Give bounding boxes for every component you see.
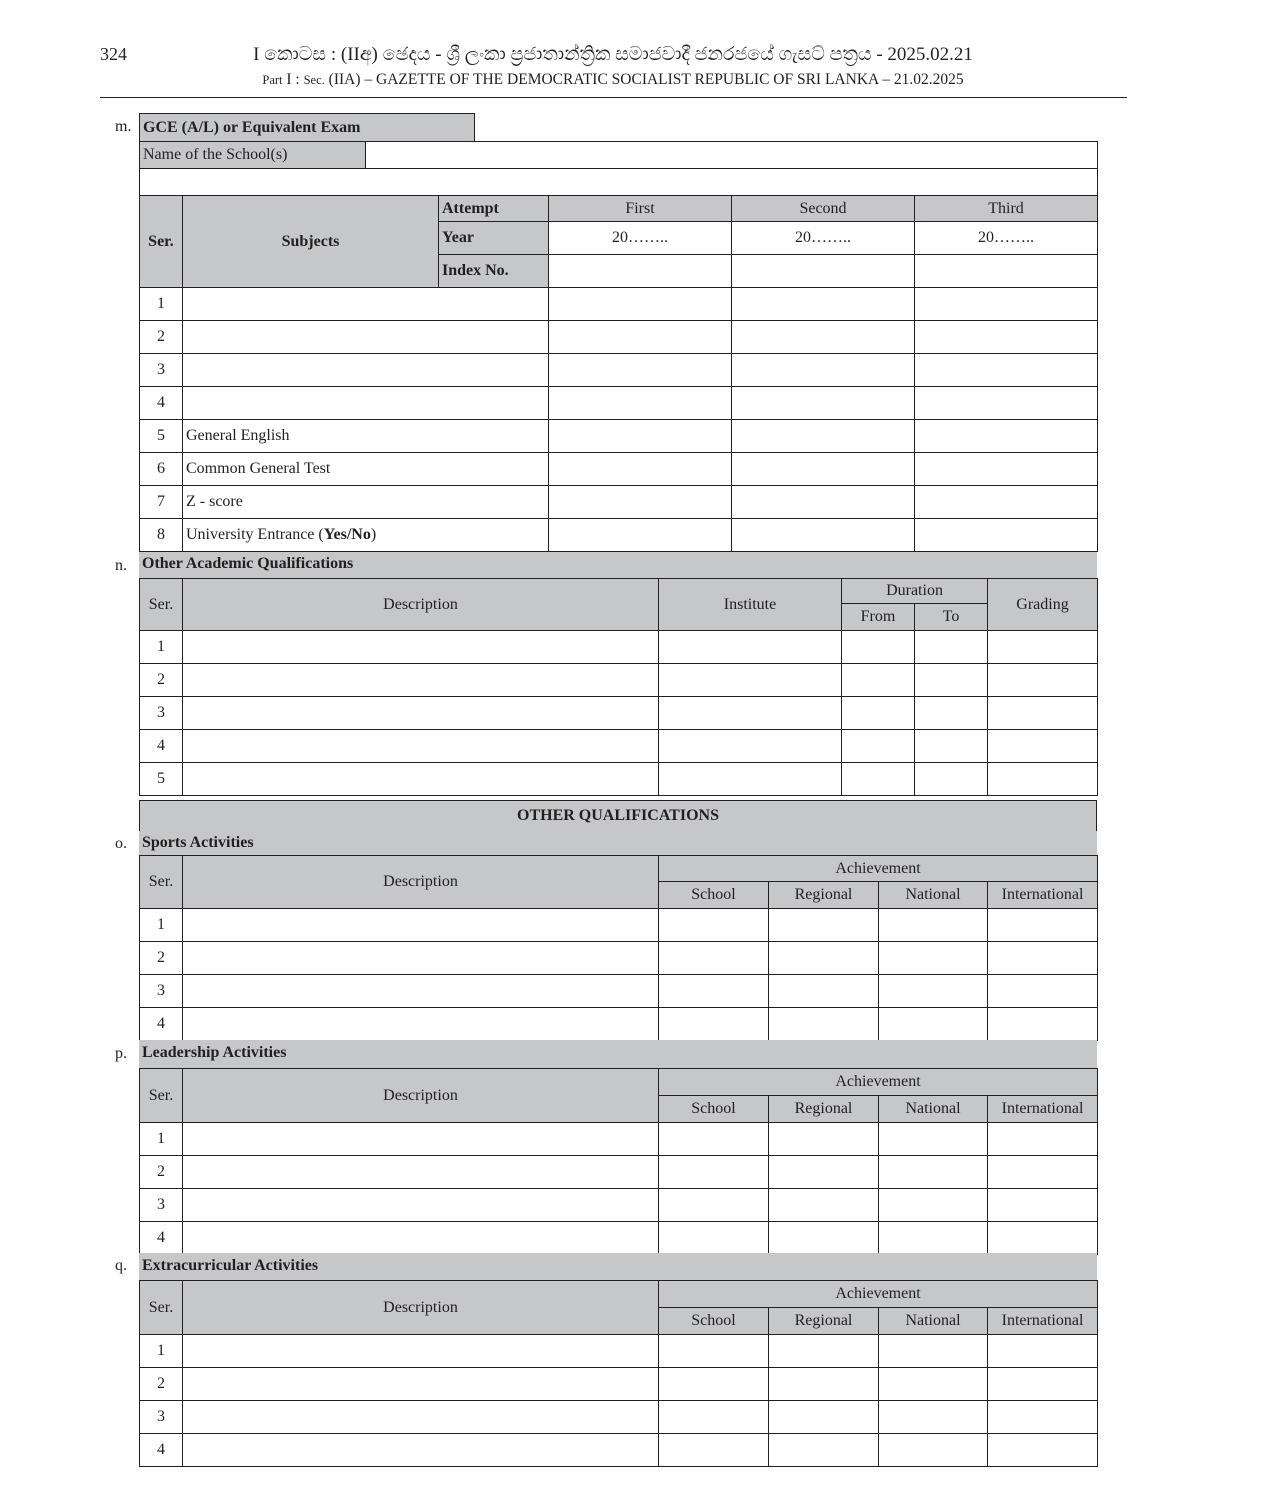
description-cell[interactable]: [183, 664, 659, 697]
international-cell[interactable]: [988, 909, 1098, 942]
from-cell[interactable]: [842, 664, 915, 697]
table-row: [140, 1123, 1098, 1156]
to-cell[interactable]: [915, 763, 988, 796]
col-description-header: Description: [183, 579, 659, 631]
description-cell[interactable]: [183, 1434, 659, 1467]
attempt-third: Third: [915, 196, 1098, 222]
table-row: [140, 909, 1098, 942]
national-cell[interactable]: [879, 1401, 988, 1434]
school-name-field[interactable]: [366, 142, 1098, 169]
col-school-header: School: [659, 882, 769, 909]
col-international-header: International: [988, 1096, 1098, 1123]
section-m-letter: m.: [115, 118, 132, 135]
table-row: [140, 354, 1098, 387]
institute-cell[interactable]: [659, 697, 842, 730]
result-cell[interactable]: [549, 486, 732, 519]
year-label: Year: [439, 222, 549, 255]
subject-common-general-test: Common General Test: [183, 453, 549, 486]
col-institute-header: Institute: [659, 579, 842, 631]
international-cell[interactable]: [988, 1156, 1098, 1189]
description-cell[interactable]: [183, 909, 659, 942]
school-cell[interactable]: [659, 1368, 769, 1401]
grading-cell[interactable]: [988, 664, 1098, 697]
international-cell[interactable]: [988, 1008, 1098, 1041]
table-row: [140, 730, 1098, 763]
school-cell[interactable]: [659, 1335, 769, 1368]
school-cell[interactable]: [659, 1008, 769, 1041]
index-no-first[interactable]: [549, 255, 732, 288]
col-duration-header: Duration: [842, 579, 988, 604]
row-ser: 2: [140, 664, 183, 697]
col-from-header: From: [842, 604, 915, 631]
row-ser: 4: [140, 1434, 183, 1467]
col-achievement-header: Achievement: [659, 1281, 1098, 1308]
al-results-table: [139, 195, 1098, 552]
table-row: [140, 763, 1098, 796]
table-row: [140, 1368, 1098, 1401]
row-ser: 3: [140, 697, 183, 730]
row-ser: 2: [140, 942, 183, 975]
result-cell[interactable]: [732, 420, 915, 453]
school-cell[interactable]: [659, 942, 769, 975]
national-cell[interactable]: [879, 942, 988, 975]
international-cell[interactable]: [988, 1335, 1098, 1368]
result-cell[interactable]: [549, 321, 732, 354]
index-no-second[interactable]: [732, 255, 915, 288]
row-ser: 1: [140, 909, 183, 942]
school-cell[interactable]: [659, 1123, 769, 1156]
school-cell[interactable]: [659, 1434, 769, 1467]
national-cell[interactable]: [879, 1368, 988, 1401]
description-cell[interactable]: [183, 942, 659, 975]
table-row: [140, 486, 1098, 519]
row-ser: 3: [140, 354, 183, 387]
row-ser: 1: [140, 1335, 183, 1368]
table-row: [140, 1222, 1098, 1255]
col-ser-header: Ser.: [140, 1069, 183, 1123]
international-cell[interactable]: [988, 1222, 1098, 1255]
grading-cell[interactable]: [988, 763, 1098, 796]
row-ser: 4: [140, 1008, 183, 1041]
result-cell[interactable]: [732, 453, 915, 486]
header-rule: [100, 97, 1127, 98]
national-cell[interactable]: [879, 975, 988, 1008]
regional-cell[interactable]: [769, 1008, 879, 1041]
description-cell[interactable]: [183, 1189, 659, 1222]
table-row: [140, 1189, 1098, 1222]
school-cell[interactable]: [659, 1189, 769, 1222]
result-cell[interactable]: [915, 288, 1098, 321]
result-cell[interactable]: [732, 387, 915, 420]
year-first[interactable]: 20……..: [549, 222, 732, 255]
description-cell[interactable]: [183, 1368, 659, 1401]
description-cell[interactable]: [183, 697, 659, 730]
attempt-first: First: [549, 196, 732, 222]
result-cell[interactable]: [732, 321, 915, 354]
regional-cell[interactable]: [769, 1222, 879, 1255]
description-cell[interactable]: [183, 1008, 659, 1041]
subject-cell[interactable]: [183, 387, 549, 420]
regional-cell[interactable]: [769, 1434, 879, 1467]
section-q-title: Extracurricular Activities: [139, 1253, 1097, 1280]
col-national-header: National: [879, 1096, 988, 1123]
to-cell[interactable]: [915, 697, 988, 730]
col-subjects-header: Subjects: [183, 196, 439, 288]
international-cell[interactable]: [988, 942, 1098, 975]
col-regional-header: Regional: [769, 1308, 879, 1335]
national-cell[interactable]: [879, 1008, 988, 1041]
col-achievement-header: Achievement: [659, 1069, 1098, 1096]
table-row: [140, 1434, 1098, 1467]
subject-cell[interactable]: [183, 354, 549, 387]
school-name-label: Name of the School(s): [140, 142, 366, 169]
col-description-header: Description: [183, 1069, 659, 1123]
school-name-table: [139, 141, 1098, 196]
description-cell[interactable]: [183, 975, 659, 1008]
table-row: [140, 453, 1098, 486]
international-cell[interactable]: [988, 1434, 1098, 1467]
row-ser: 3: [140, 975, 183, 1008]
row-ser: 1: [140, 631, 183, 664]
col-international-header: International: [988, 1308, 1098, 1335]
regional-cell[interactable]: [769, 909, 879, 942]
section-p-title: Leadership Activities: [139, 1040, 1097, 1068]
table-row: [140, 1401, 1098, 1434]
section-n-letter: n.: [115, 557, 127, 574]
table-row: [140, 387, 1098, 420]
table-row: [140, 519, 1098, 552]
col-regional-header: Regional: [769, 1096, 879, 1123]
from-cell[interactable]: [842, 730, 915, 763]
regional-cell[interactable]: [769, 1368, 879, 1401]
national-cell[interactable]: [879, 1123, 988, 1156]
sec-label: Sec.: [303, 73, 325, 87]
row-ser: 7: [140, 486, 183, 519]
sports-activities-table: [139, 855, 1098, 1041]
result-cell[interactable]: [732, 288, 915, 321]
row-ser: 4: [140, 730, 183, 763]
extracurricular-activities-table: [139, 1280, 1098, 1467]
section-q-letter: q.: [115, 1257, 127, 1274]
to-cell[interactable]: [915, 631, 988, 664]
school-cell[interactable]: [659, 1156, 769, 1189]
national-cell[interactable]: [879, 1156, 988, 1189]
gazette-title-sinhala: I කොටස : (IIඅ) ඡෙදය - ශ්‍රී ලංකා ප්‍රජාතාන්ත්‍රික සමාජවාදී ජනරජයේ ගැසට් පත්‍රය - 2025.02.21: [253, 44, 973, 65]
subject-university-entrance: [183, 519, 549, 552]
row-ser: 3: [140, 1401, 183, 1434]
result-cell[interactable]: [549, 420, 732, 453]
col-ser-header: Ser.: [140, 579, 183, 631]
institute-cell[interactable]: [659, 664, 842, 697]
attempt-label: Attempt: [439, 196, 549, 222]
table-row: [140, 975, 1098, 1008]
attempt-second: Second: [732, 196, 915, 222]
institute-cell[interactable]: [659, 730, 842, 763]
year-second[interactable]: 20……..: [732, 222, 915, 255]
result-cell[interactable]: [549, 354, 732, 387]
result-cell[interactable]: [549, 387, 732, 420]
institute-cell[interactable]: [659, 631, 842, 664]
regional-cell[interactable]: [769, 1401, 879, 1434]
description-cell[interactable]: [183, 1335, 659, 1368]
col-ser-header: Ser.: [140, 196, 183, 288]
col-school-header: School: [659, 1096, 769, 1123]
description-cell[interactable]: [183, 1401, 659, 1434]
regional-cell[interactable]: [769, 1189, 879, 1222]
table-row: [140, 664, 1098, 697]
subject-cell[interactable]: [183, 288, 549, 321]
school-cell[interactable]: [659, 909, 769, 942]
national-cell[interactable]: [879, 1222, 988, 1255]
row-ser: 3: [140, 1189, 183, 1222]
col-international-header: International: [988, 882, 1098, 909]
regional-cell[interactable]: [769, 1123, 879, 1156]
regional-cell[interactable]: [769, 1335, 879, 1368]
row-ser: 4: [140, 387, 183, 420]
international-cell[interactable]: [988, 1368, 1098, 1401]
col-national-header: National: [879, 1308, 988, 1335]
international-cell[interactable]: [988, 1123, 1098, 1156]
regional-cell[interactable]: [769, 1156, 879, 1189]
table-row: [140, 420, 1098, 453]
page-number: 324: [100, 44, 127, 64]
regional-cell[interactable]: [769, 975, 879, 1008]
part-roman: I :: [286, 71, 300, 88]
part-label: Part: [262, 73, 283, 87]
result-cell[interactable]: [732, 519, 915, 552]
col-ser-header: Ser.: [140, 856, 183, 909]
grading-cell[interactable]: [988, 631, 1098, 664]
academic-qualifications-table: [139, 578, 1098, 796]
table-row: [140, 631, 1098, 664]
other-qualifications-heading: OTHER QUALIFICATIONS: [139, 800, 1097, 832]
description-cell[interactable]: [183, 730, 659, 763]
col-regional-header: Regional: [769, 882, 879, 909]
leadership-activities-table: [139, 1068, 1098, 1255]
national-cell[interactable]: [879, 1335, 988, 1368]
table-row: [140, 1335, 1098, 1368]
result-cell[interactable]: [915, 519, 1098, 552]
result-cell[interactable]: [549, 453, 732, 486]
result-cell[interactable]: [732, 354, 915, 387]
description-cell[interactable]: [183, 1156, 659, 1189]
school-name-field-2[interactable]: [140, 169, 1098, 196]
table-row: [140, 942, 1098, 975]
to-cell[interactable]: [915, 664, 988, 697]
subject-general-english: General English: [183, 420, 549, 453]
table-row: [140, 1008, 1098, 1041]
table-row: [140, 1156, 1098, 1189]
row-ser: 4: [140, 1222, 183, 1255]
row-ser: 6: [140, 453, 183, 486]
col-description-header: Description: [183, 856, 659, 909]
index-no-third[interactable]: [915, 255, 1098, 288]
result-cell[interactable]: [732, 486, 915, 519]
col-to-header: To: [915, 604, 988, 631]
result-cell[interactable]: [915, 453, 1098, 486]
row-ser: 1: [140, 1123, 183, 1156]
row-ser: 8: [140, 519, 183, 552]
row-ser: 2: [140, 321, 183, 354]
description-cell[interactable]: [183, 1222, 659, 1255]
from-cell[interactable]: [842, 697, 915, 730]
section-o-letter: o.: [115, 835, 127, 852]
col-achievement-header: Achievement: [659, 856, 1098, 882]
col-national-header: National: [879, 882, 988, 909]
col-description-header: Description: [183, 1281, 659, 1335]
university-entrance-label: University Entrance (: [186, 526, 324, 543]
section-n-title: Other Academic Qualifications: [139, 552, 1097, 578]
result-cell[interactable]: [915, 486, 1098, 519]
col-ser-header: Ser.: [140, 1281, 183, 1335]
table-row: [140, 321, 1098, 354]
international-cell[interactable]: [988, 975, 1098, 1008]
section-m-title: GCE (A/L) or Equivalent Exam: [139, 113, 475, 142]
result-cell[interactable]: [915, 321, 1098, 354]
row-ser: 2: [140, 1368, 183, 1401]
national-cell[interactable]: [879, 909, 988, 942]
to-cell[interactable]: [915, 730, 988, 763]
section-p-letter: p.: [115, 1045, 127, 1062]
grading-cell[interactable]: [988, 730, 1098, 763]
regional-cell[interactable]: [769, 942, 879, 975]
institute-cell[interactable]: [659, 763, 842, 796]
row-ser: 1: [140, 288, 183, 321]
result-cell[interactable]: [915, 354, 1098, 387]
gazette-title-rest: (IIA) – GAZETTE OF THE DEMOCRATIC SOCIALIST REPUBLIC OF SRI LANKA – 21.02.2025: [328, 71, 964, 88]
description-cell[interactable]: [183, 631, 659, 664]
table-row: [140, 288, 1098, 321]
description-cell[interactable]: [183, 1123, 659, 1156]
yes-no-label: Yes/No: [323, 526, 371, 543]
row-ser: 5: [140, 420, 183, 453]
col-school-header: School: [659, 1308, 769, 1335]
international-cell[interactable]: [988, 1401, 1098, 1434]
school-cell[interactable]: [659, 1401, 769, 1434]
section-o-title: Sports Activities: [139, 831, 1097, 855]
national-cell[interactable]: [879, 1189, 988, 1222]
row-ser: 5: [140, 763, 183, 796]
international-cell[interactable]: [988, 1189, 1098, 1222]
subject-cell[interactable]: [183, 321, 549, 354]
school-cell[interactable]: [659, 1222, 769, 1255]
from-cell[interactable]: [842, 631, 915, 664]
gazette-title-english: [100, 71, 1126, 89]
result-cell[interactable]: [549, 519, 732, 552]
grading-cell[interactable]: [988, 697, 1098, 730]
subject-z-score: Z - score: [183, 486, 549, 519]
from-cell[interactable]: [842, 763, 915, 796]
col-grading-header: Grading: [988, 579, 1098, 631]
result-cell[interactable]: [915, 420, 1098, 453]
year-third[interactable]: 20……..: [915, 222, 1098, 255]
table-row: [140, 697, 1098, 730]
university-entrance-tail: ): [370, 526, 377, 543]
description-cell[interactable]: [183, 763, 659, 796]
index-no-label: Index No.: [439, 255, 549, 288]
result-cell[interactable]: [549, 288, 732, 321]
school-cell[interactable]: [659, 975, 769, 1008]
result-cell[interactable]: [915, 387, 1098, 420]
row-ser: 2: [140, 1156, 183, 1189]
national-cell[interactable]: [879, 1434, 988, 1467]
